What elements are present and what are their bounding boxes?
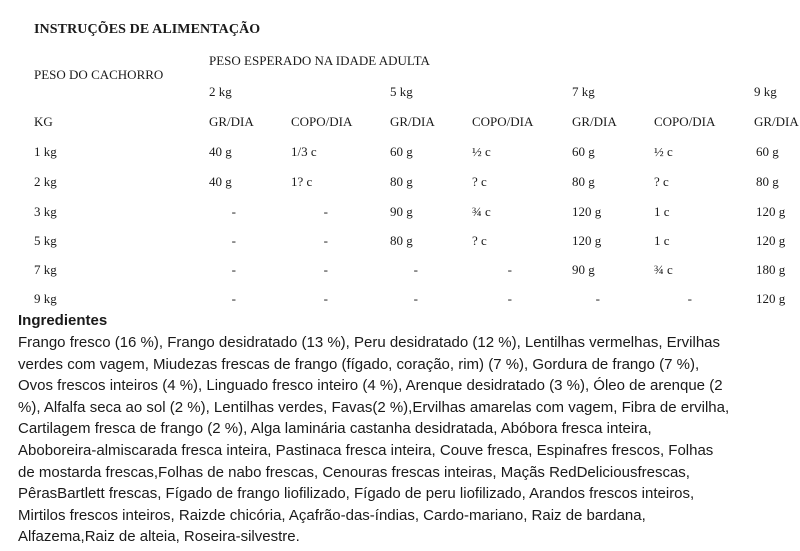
document-title: INSTRUÇÕES DE ALIMENTAÇÃO (34, 22, 261, 37)
table-cell: 120 g (756, 204, 786, 219)
ingredients-line: Frango fresco (16 %), Frango desidratado (13 %), Peru desidratado (12 %), Lentilhas vermelhas, Ervilhas (18, 334, 721, 351)
row-weight: 7 kg (34, 262, 57, 277)
table-cell: ¾ c (654, 262, 673, 277)
adult-weight-header: PESO ESPERADO NA IDADE ADULTA (209, 53, 430, 68)
table-cell: 120 g (756, 233, 786, 248)
row-weight: 1 kg (34, 144, 57, 159)
table-cell: ? c (472, 233, 487, 248)
table-cell: ½ c (654, 144, 673, 159)
table-cell: 1? c (291, 174, 313, 189)
column-header-copo-7kg: COPO/DIA (654, 114, 716, 129)
table-cell: ¾ c (472, 204, 491, 219)
table-cell: ½ c (472, 144, 491, 159)
table-cell: - (231, 233, 236, 248)
table-cell: 60 g (572, 144, 595, 159)
table-cell: 60 g (390, 144, 413, 159)
table-cell: 80 g (390, 174, 413, 189)
adult-weight-5kg: 5 kg (390, 84, 413, 99)
table-cell: ? c (654, 174, 669, 189)
table-cell: - (231, 291, 236, 306)
ingredients-line: PêrasBartlett frescas, Fígado de frango liofilizado, Fígado de peru liofilizado, Arandos frescos inteiros, (18, 485, 695, 503)
table-cell: 90 g (390, 204, 413, 219)
table-cell: - (323, 262, 328, 277)
column-header-gr-5kg: GR/DIA (390, 114, 435, 129)
ingredients-line: Cartilagem fresca de frango (2 %), Alga laminária castanha desidratada, Abóbora fresca inteira, (18, 420, 652, 438)
row-weight: 3 kg (34, 204, 57, 219)
adult-weight-7kg: 7 kg (572, 84, 595, 99)
adult-weight-9kg: 9 kg (754, 84, 777, 99)
table-cell: - (323, 291, 328, 306)
ingredients-line: Alfazema,Raiz de alteia, Roseira-silvestre. (18, 528, 300, 546)
table-cell: 40 g (209, 174, 232, 189)
table-cell: 120 g (572, 233, 602, 248)
table-cell: 80 g (572, 174, 595, 189)
ingredients-paragraph (18, 332, 800, 548)
ingredients-line: de mostarda frescas,Folhas de nabo frescas, Cenouras frescas inteiras, Maçãs RedDeliciousfrescas, (18, 463, 690, 481)
table-cell: 80 g (756, 174, 779, 189)
column-header-gr-7kg: GR/DIA (572, 114, 617, 129)
table-cell: - (231, 262, 236, 277)
table-cell: - (323, 233, 328, 248)
table-cell: 1 c (654, 204, 670, 219)
table-cell: 80 g (390, 233, 413, 248)
table-cell: 180 g (756, 262, 786, 277)
row-weight: 2 kg (34, 174, 57, 189)
table-cell: - (687, 291, 692, 306)
table-cell: 1/3 c (291, 144, 317, 159)
table-cell: - (507, 291, 512, 306)
adult-weight-2kg: 2 kg (209, 84, 232, 99)
table-cell: - (323, 204, 328, 219)
table-cell: 40 g (209, 144, 232, 159)
table-cell: 1 c (654, 233, 670, 248)
table-cell: 120 g (756, 291, 786, 306)
unit-header: KG (34, 114, 53, 129)
ingredients-line: Mirtilos frescos inteiros, Raizde chicória, Açafrão-das-índias, Cardo-mariano, Raiz de bardana, (18, 506, 646, 524)
table-cell: 120 g (572, 204, 602, 219)
ingredients-line: %), Alfalfa seca ao sol (2 %), Lentilhas verdes, Favas(2 %),Ervilhas amarelas com vagem, Fibra de ervilha, (18, 398, 730, 416)
ingredients-line: Ovos frescos inteiros (4 %), Linguado fresco inteiro (4 %), Arenque desidratado (3 %), Óleo de arenque (2 (18, 377, 723, 395)
table-cell: ? c (472, 174, 487, 189)
ingredients-line: verdes com vagem, Miudezas frescas de frango (fígado, coração, rim) (7 %), Gordura de frango (7 %), (18, 355, 700, 373)
table-cell: - (413, 262, 418, 277)
table-cell: - (507, 262, 512, 277)
table-cell: - (231, 204, 236, 219)
table-cell: - (595, 291, 600, 306)
row-weight: 5 kg (34, 233, 57, 248)
column-header-gr-9kg: GR/DIA (754, 114, 799, 129)
ingredients-heading: Ingredientes (18, 312, 108, 329)
column-header-copo-2kg: COPO/DIA (291, 114, 353, 129)
row-weight: 9 kg (34, 291, 57, 306)
puppy-weight-header: PESO DO CACHORRO (34, 67, 164, 82)
table-cell: - (413, 291, 418, 306)
table-cell: 60 g (756, 144, 779, 159)
column-header-copo-5kg: COPO/DIA (472, 114, 534, 129)
table-cell: 90 g (572, 262, 595, 277)
ingredients-line: Aboboreira-almiscarada fresca inteira, Pastinaca fresca inteira, Couve fresca, Espinafres frescos, Folhas (18, 441, 714, 459)
column-header-gr-2kg: GR/DIA (209, 114, 254, 129)
